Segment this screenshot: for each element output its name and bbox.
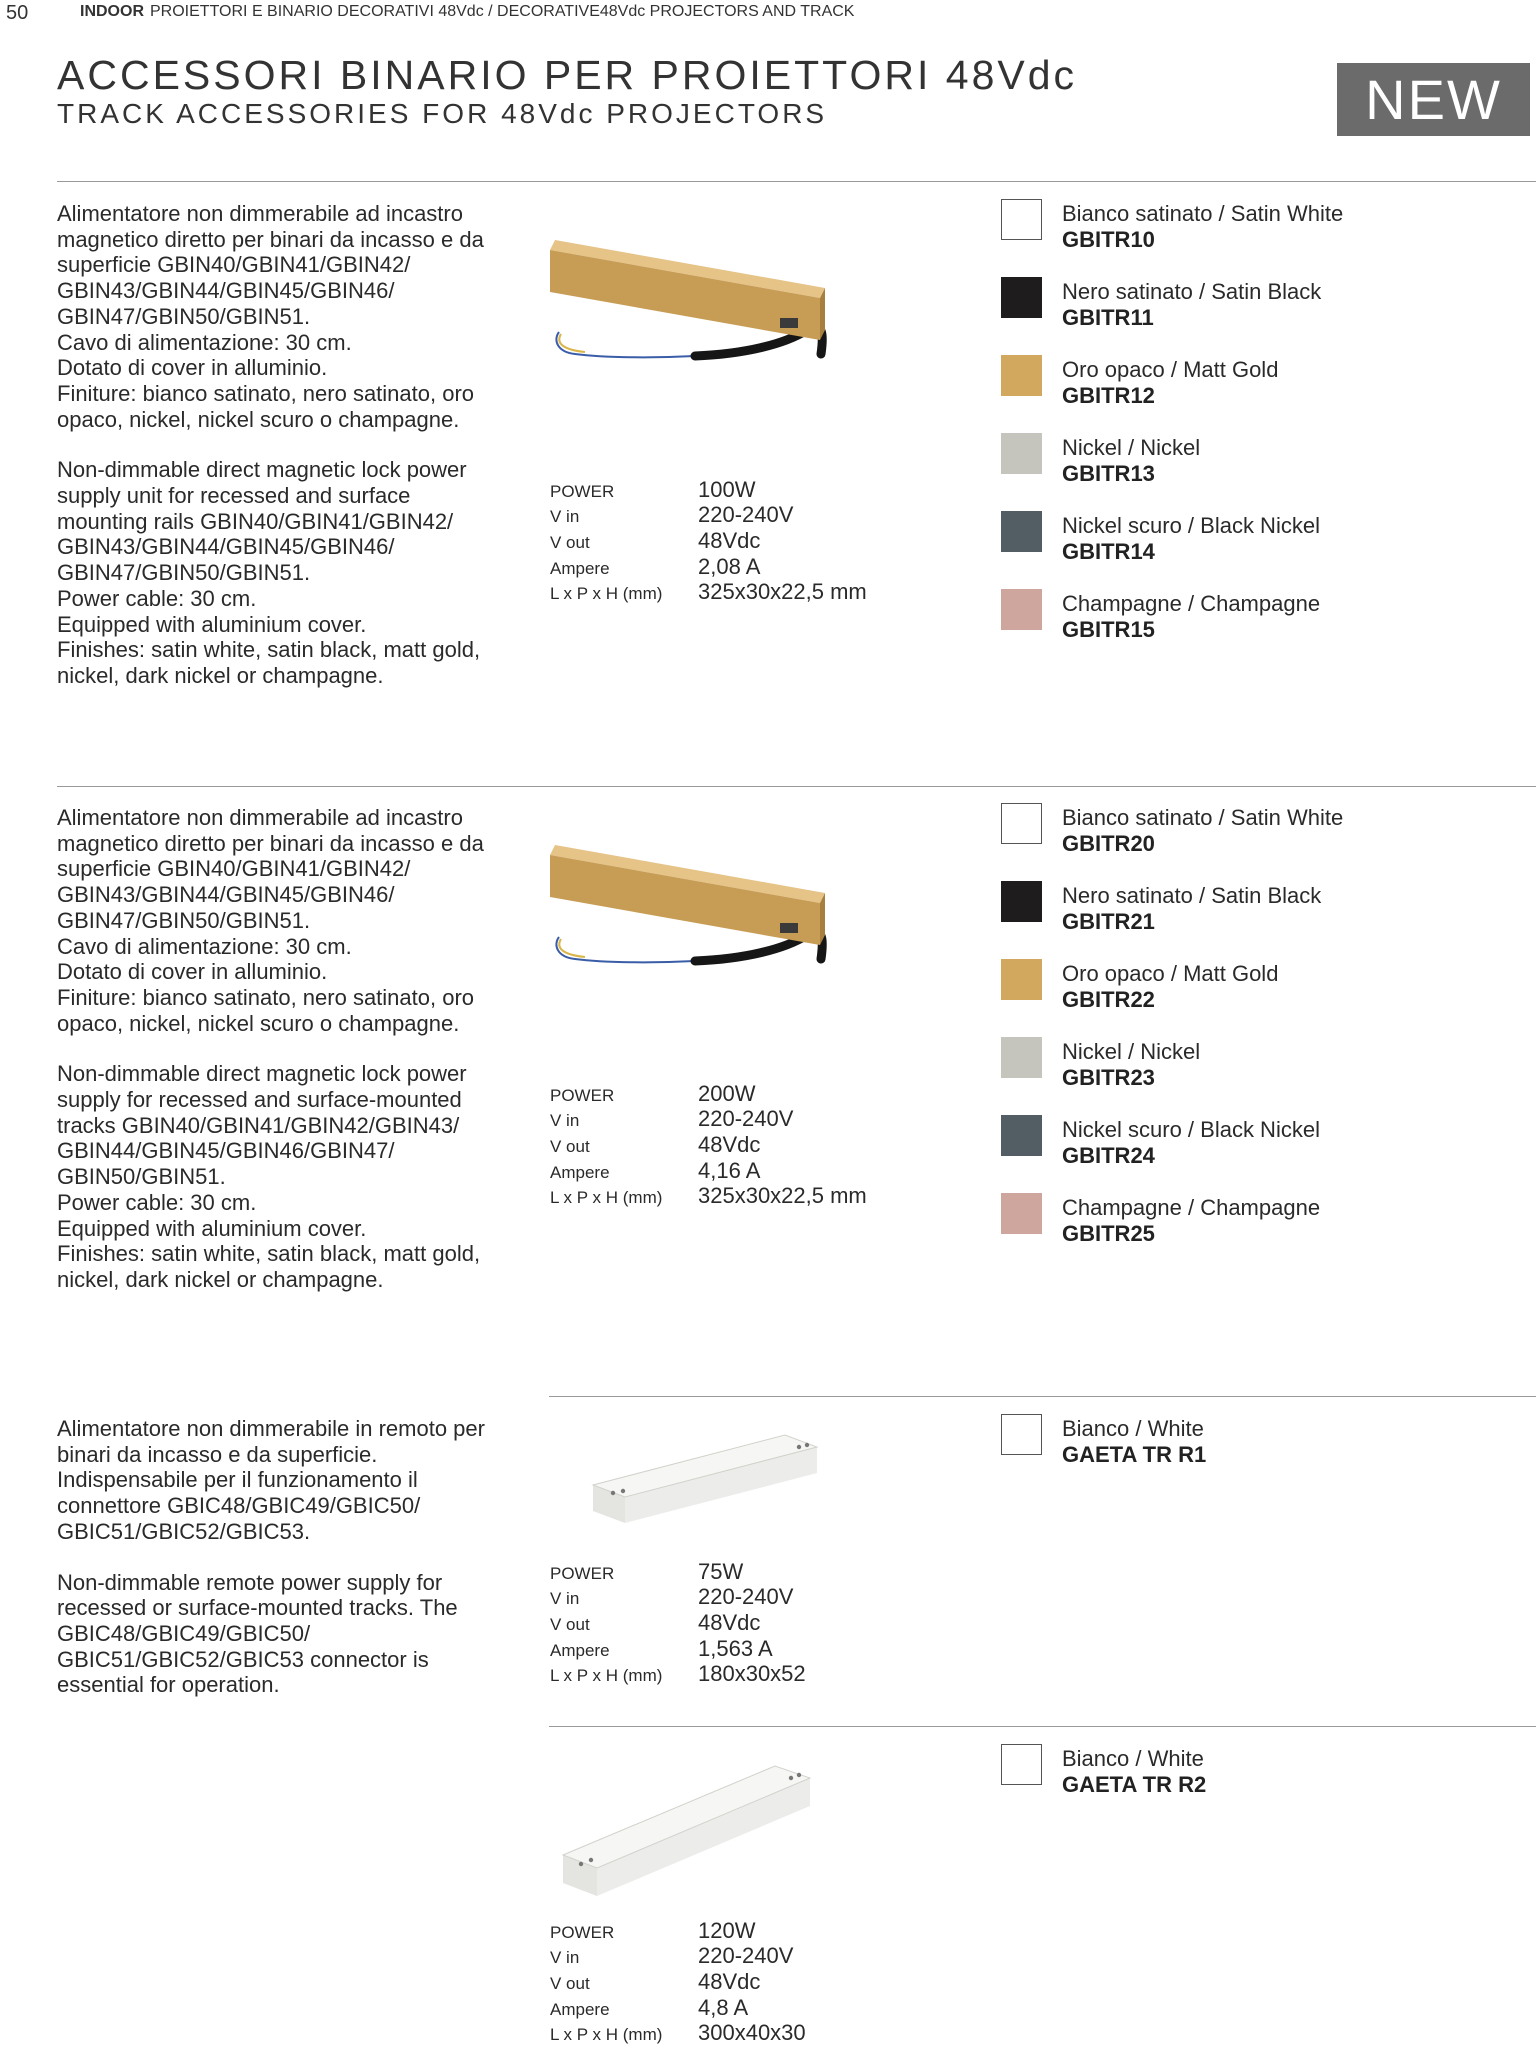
description-english: Non-dimmable direct magnetic lock power supply for recessed and surface-mounted tracks GBIN40/GBIN41/GBIN42/GBIN43/ GBIN44/GBIN45/GBIN46/GBIN47/ GBIN50/GBIN51. Power cable: 30 cm. Equipped with aluminium cover. Finishes: satin white, satin black, matt gold, nickel, dark nickel or champagne. <box>57 1061 481 1292</box>
finish-list <box>1001 1416 1536 1494</box>
spec-row-dims <box>550 1184 910 1210</box>
remote-power-supply-image <box>585 1425 825 1545</box>
description-english: Non-dimmable direct magnetic lock power supply unit for recessed and surface mounting rails GBIN40/GBIN41/GBIN42/ GBIN43/GBIN44/GBIN45/GBIN46/ GBIN47/GBIN50/GBIN51. Power cable: 30 cm. Equipped with aluminium cover. Finishes: satin white, satin black, matt gold, nickel, dark nickel or champagne. <box>57 457 481 688</box>
spec-label: V in <box>550 1111 580 1131</box>
section-divider <box>549 1726 1536 1727</box>
spec-value: 220-240V <box>698 1943 794 1969</box>
spec-label: L x P x H (mm) <box>550 1666 663 1686</box>
finish-name: Nickel / Nickel <box>1062 434 1201 460</box>
spec-row-dims <box>550 580 910 606</box>
description-italian: Alimentatore non dimmerabile ad incastro magnetico diretto per binari da incasso e da superficie GBIN40/GBIN41/GBIN42/ GBIN43/GBIN44/GBIN45/GBIN46/ GBIN47/GBIN50/GBIN51. Cavo di alimentazione: 30 cm. Dotato di cover in alluminio. Finiture: bianco satinato, nero satinato, oro opaco, nickel, nickel scuro o champagne. <box>57 805 484 1036</box>
breadcrumb-section: INDOOR <box>80 3 144 20</box>
finish-option <box>1001 1746 1536 1797</box>
spec-label: L x P x H (mm) <box>550 584 663 604</box>
spec-value: 325x30x22,5 mm <box>698 579 867 605</box>
spec-row-vout <box>550 1132 910 1158</box>
color-swatch <box>1001 1414 1042 1455</box>
finish-option <box>1001 883 1536 934</box>
spec-label: V out <box>550 1615 590 1635</box>
finish-name: Nero satinato / Satin Black <box>1062 278 1322 304</box>
spec-label: V out <box>550 1137 590 1157</box>
section-divider <box>57 786 1536 787</box>
color-swatch <box>1001 1115 1042 1156</box>
description-italian: Alimentatore non dimmerabile in remoto per binari da incasso e da superficie. Indispensabile per il funzionamento il connettore GBIC48/GBIC49/GBIC50/ GBIC51/GBIC52/GBIC53. <box>57 1416 485 1544</box>
finish-name: Nickel scuro / Black Nickel <box>1062 1116 1320 1142</box>
page-number: 50 <box>6 2 29 24</box>
finish-option <box>1001 961 1536 1012</box>
spec-row-power <box>550 1081 910 1107</box>
spec-row-vout <box>550 528 910 554</box>
spec-value: 48Vdc <box>698 1132 761 1158</box>
spec-label: Ampere <box>550 1640 610 1660</box>
spec-value: 180x30x52 <box>698 1661 806 1687</box>
breadcrumb-path: PROIETTORI E BINARIO DECORATIVI 48Vdc / DECORATIVE48Vdc PROJECTORS AND TRACK <box>150 3 855 20</box>
product-description <box>57 201 507 714</box>
spec-label: L x P x H (mm) <box>550 1188 663 1208</box>
spec-table <box>550 477 910 605</box>
finish-list <box>1001 201 1536 669</box>
finish-option <box>1001 805 1536 856</box>
finish-code: GBITR22 <box>1062 986 1155 1012</box>
spec-value: 325x30x22,5 mm <box>698 1183 867 1209</box>
description-italian: Alimentatore non dimmerabile ad incastro magnetico diretto per binari da incasso e da superficie GBIN40/GBIN41/GBIN42/ GBIN43/GBIN44/GBIN45/GBIN46/ GBIN47/GBIN50/GBIN51. Cavo di alimentazione: 30 cm. Dotato di cover in alluminio. Finiture: bianco satinato, nero satinato, oro opaco, nickel, nickel scuro o champagne. <box>57 201 484 432</box>
finish-name: Nickel / Nickel <box>1062 1038 1201 1064</box>
product-description <box>57 805 507 1318</box>
spec-label: Ampere <box>550 1162 610 1182</box>
spec-value: 1,563 A <box>698 1635 773 1661</box>
finish-code: GBITR13 <box>1062 460 1155 486</box>
spec-label: POWER <box>550 481 615 501</box>
finish-name: Bianco / White <box>1062 1416 1204 1441</box>
color-swatch <box>1001 959 1042 1000</box>
product-description <box>57 1416 507 1723</box>
finish-code: GBITR25 <box>1062 1220 1155 1246</box>
spec-label: POWER <box>550 1563 615 1583</box>
finish-option <box>1001 1039 1536 1090</box>
spec-label: V in <box>550 1948 580 1968</box>
finish-code: GBITR11 <box>1062 304 1154 330</box>
spec-row-ampere <box>550 1995 910 2021</box>
finish-option <box>1001 1416 1536 1467</box>
spec-value: 48Vdc <box>698 1610 761 1636</box>
breadcrumb <box>80 3 854 21</box>
finish-name: Champagne / Champagne <box>1062 1194 1321 1220</box>
spec-value: 300x40x30 <box>698 2020 806 2046</box>
finish-option <box>1001 1195 1536 1246</box>
finish-code: GBITR10 <box>1062 226 1155 252</box>
color-swatch <box>1001 803 1042 844</box>
finish-list <box>1001 805 1536 1273</box>
remote-power-supply-image <box>555 1760 825 1910</box>
spec-value: 48Vdc <box>698 1969 761 1995</box>
finish-option <box>1001 1117 1536 1168</box>
finish-name: Oro opaco / Matt Gold <box>1062 960 1279 986</box>
color-swatch <box>1001 1744 1042 1785</box>
finish-code: GBITR15 <box>1062 616 1155 642</box>
spec-value: 220-240V <box>698 502 794 528</box>
spec-label: V in <box>550 1589 580 1609</box>
spec-label: POWER <box>550 1085 615 1105</box>
spec-label: Ampere <box>550 558 610 578</box>
spec-label: V in <box>550 507 580 527</box>
spec-label: L x P x H (mm) <box>550 2025 663 2045</box>
spec-row-vout <box>550 1610 910 1636</box>
spec-label: V out <box>550 1974 590 1994</box>
spec-row-ampere <box>550 1158 910 1184</box>
section-divider <box>57 181 1536 182</box>
spec-value: 220-240V <box>698 1584 794 1610</box>
finish-name: Nero satinato / Satin Black <box>1062 882 1322 908</box>
track-power-supply-image <box>545 240 855 400</box>
spec-row-vin <box>550 1585 910 1611</box>
description-english: Non-dimmable remote power supply for recessed or surface-mounted tracks. The GBIC48/GBIC49/GBIC50/ GBIC51/GBIC52/GBIC53 connector is essential for operation. <box>57 1569 458 1698</box>
finish-option <box>1001 201 1536 252</box>
spec-row-dims <box>550 2021 910 2047</box>
finish-option <box>1001 279 1536 330</box>
color-swatch <box>1001 589 1042 630</box>
finish-name: Nickel scuro / Black Nickel <box>1062 512 1320 538</box>
spec-value: 100W <box>698 476 756 502</box>
spec-label: V out <box>550 533 590 553</box>
finish-code: GBITR14 <box>1062 538 1155 564</box>
finish-name: Bianco satinato / Satin White <box>1062 201 1344 226</box>
track-power-supply-image <box>545 845 855 1005</box>
spec-row-vout <box>550 1969 910 1995</box>
new-badge: NEW <box>1337 63 1530 136</box>
finish-option <box>1001 357 1536 408</box>
finish-code: GBITR24 <box>1062 1142 1155 1168</box>
spec-value: 4,16 A <box>698 1157 761 1183</box>
finish-option <box>1001 435 1536 486</box>
spec-row-power <box>550 1559 910 1585</box>
finish-name: Bianco satinato / Satin White <box>1062 805 1344 830</box>
finish-code: GBITR21 <box>1062 908 1155 934</box>
color-swatch <box>1001 1193 1042 1234</box>
spec-value: 2,08 A <box>698 553 761 579</box>
finish-code: GBITR12 <box>1062 382 1155 408</box>
spec-table <box>550 1559 910 1687</box>
spec-row-dims <box>550 1662 910 1688</box>
finish-code: GAETA TR R1 <box>1062 1441 1207 1467</box>
spec-table <box>550 1081 910 1209</box>
finish-option <box>1001 513 1536 564</box>
section-divider <box>549 1396 1536 1397</box>
spec-row-power <box>550 1918 910 1944</box>
finish-code: GBITR23 <box>1062 1064 1155 1090</box>
finish-list <box>1001 1746 1536 1824</box>
color-swatch <box>1001 1037 1042 1078</box>
color-swatch <box>1001 881 1042 922</box>
spec-row-ampere <box>550 1636 910 1662</box>
finish-code: GAETA TR R2 <box>1062 1771 1207 1797</box>
spec-value: 75W <box>698 1558 744 1584</box>
spec-value: 4,8 A <box>698 1994 749 2020</box>
finish-name: Champagne / Champagne <box>1062 590 1321 616</box>
page-title: ACCESSORI BINARIO PER PROIETTORI 48Vdc <box>57 52 1078 98</box>
color-swatch <box>1001 511 1042 552</box>
spec-value: 120W <box>698 1917 756 1943</box>
color-swatch <box>1001 355 1042 396</box>
color-swatch <box>1001 199 1042 240</box>
color-swatch <box>1001 433 1042 474</box>
finish-option <box>1001 591 1536 642</box>
spec-row-power <box>550 477 910 503</box>
color-swatch <box>1001 277 1042 318</box>
spec-value: 200W <box>698 1080 756 1106</box>
spec-table <box>550 1918 910 2046</box>
spec-row-vin <box>550 1944 910 1970</box>
finish-name: Bianco / White <box>1062 1746 1204 1771</box>
spec-value: 220-240V <box>698 1106 794 1132</box>
spec-label: Ampere <box>550 1999 610 2019</box>
spec-row-ampere <box>550 554 910 580</box>
finish-code: GBITR20 <box>1062 830 1155 856</box>
spec-row-vin <box>550 503 910 529</box>
finish-name: Oro opaco / Matt Gold <box>1062 356 1279 382</box>
spec-value: 48Vdc <box>698 528 761 554</box>
spec-row-vin <box>550 1107 910 1133</box>
page-subtitle: TRACK ACCESSORIES FOR 48Vdc PROJECTORS <box>57 98 828 129</box>
spec-label: POWER <box>550 1922 615 1942</box>
